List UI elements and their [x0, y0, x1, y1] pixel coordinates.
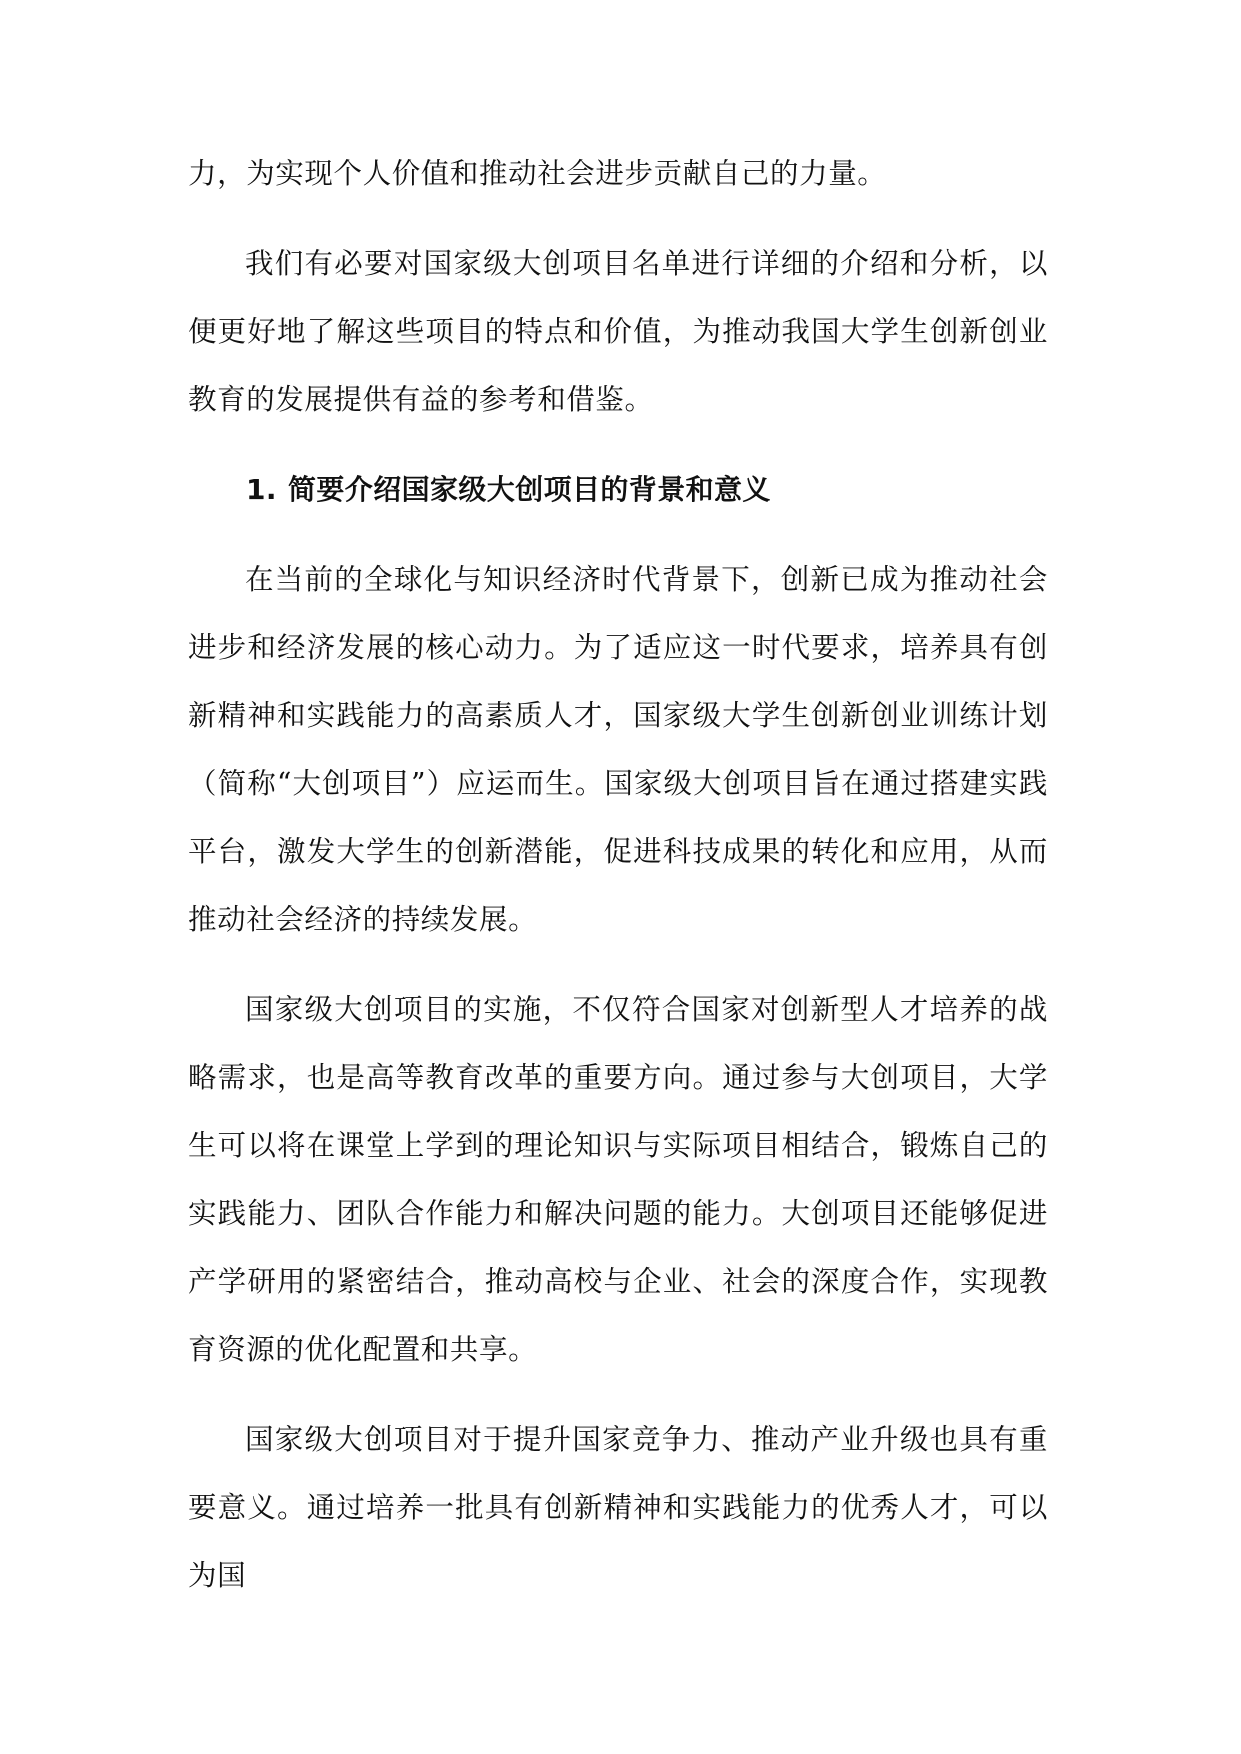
section-title: 简要介绍国家级大创项目的背景和意义 — [288, 473, 771, 506]
paragraph-intro: 我们有必要对国家级大创项目名单进行详细的介绍和分析，以便更好地了解这些项目的特点和价值，为推动我国大学生创新创业教育的发展提供有益的参考和借鉴。 — [188, 247, 1048, 416]
section-number: 1. — [246, 473, 277, 506]
paragraph-significance: 国家级大创项目的实施，不仅符合国家对创新型人才培养的战略需求，也是高等教育改革的重要方向。通过参与大创项目，大学生可以将在课堂上学到的理论知识与实际项目相结合，锻炼自己的实践能力、团队合作能力和解决问题的能力。大创项目还能够促进产学研用的紧密结合，推动高校与企业、社会的深度合作，实现教育资源的优化配置和共享。 — [188, 993, 1048, 1366]
paragraph-background: 在当前的全球化与知识经济时代背景下，创新已成为推动社会进步和经济发展的核心动力。为了适应这一时代要求，培养具有创新精神和实践能力的高素质人才，国家级大学生创新创业训练计划（简称“大创项目”）应运而生。国家级大创项目旨在通过搭建实践平台，激发大学生的创新潜能，促进科技成果的转化和应用，从而推动社会经济的持续发展。 — [188, 563, 1048, 936]
document-body — [188, 140, 1048, 1632]
paragraph-national-importance: 国家级大创项目对于提升国家竞争力、推动产业升级也具有重要意义。通过培养一批具有创新精神和实践能力的优秀人才，可以为国 — [188, 1423, 1048, 1592]
paragraph-continuation: 力，为实现个人价值和推动社会进步贡献自己的力量。 — [188, 157, 887, 190]
section-heading — [188, 456, 1048, 524]
